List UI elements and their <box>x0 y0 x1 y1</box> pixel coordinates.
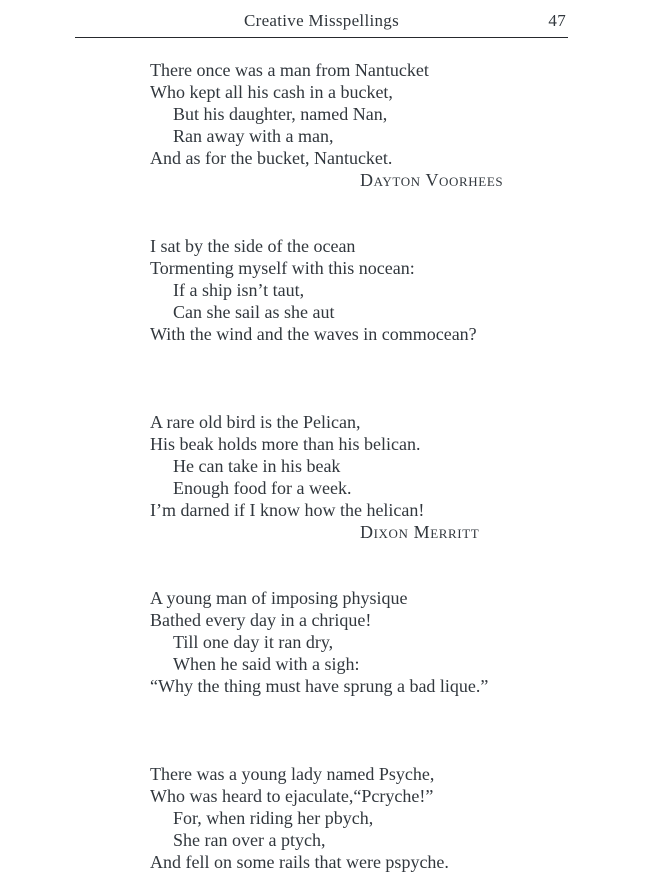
poem <box>150 235 650 345</box>
poem-line: Tormenting myself with this nocean: <box>150 258 415 278</box>
poem-line: I sat by the side of the ocean <box>150 236 356 256</box>
poem-line: For, when riding her pbych, <box>173 808 374 828</box>
poem-line: He can take in his beak <box>173 456 341 476</box>
poem-line: Bathed every day in a chrique! <box>150 610 372 630</box>
poem-line: With the wind and the waves in commocean? <box>150 324 477 344</box>
poem <box>150 763 650 873</box>
poem-line: Who kept all his cash in a bucket, <box>150 82 393 102</box>
poem-line: Ran away with a man, <box>173 126 334 146</box>
poem <box>150 587 650 697</box>
poem-line: There once was a man from Nantucket <box>150 60 429 80</box>
poem-attribution: Dixon Merritt <box>360 522 480 542</box>
poem-line: His beak holds more than his belican. <box>150 434 421 454</box>
poem-line: Who was heard to ejaculate,“Pcryche!” <box>150 786 434 806</box>
poem-line: There was a young lady named Psyche, <box>150 764 435 784</box>
poem-line: I’m darned if I know how the helican! <box>150 500 425 520</box>
poem-attribution: Dayton Voorhees <box>360 170 504 190</box>
poem-line: Enough food for a week. <box>173 478 352 498</box>
running-head-title: Creative Misspellings <box>243 11 400 30</box>
poem-line: Can she sail as she aut <box>173 302 335 322</box>
poem-line: Till one day it ran dry, <box>173 632 334 652</box>
poem-line: If a ship isn’t taut, <box>173 280 305 300</box>
poem-line: But his daughter, named Nan, <box>173 104 388 124</box>
poem-line: When he said with a sigh: <box>173 654 360 674</box>
poem <box>150 59 650 191</box>
page-header <box>75 0 568 38</box>
poems <box>150 59 650 873</box>
poem-line: A young man of imposing physique <box>150 588 408 608</box>
poem-line: “Why the thing must have sprung a bad lique.” <box>150 676 489 696</box>
poem-line: And as for the bucket, Nantucket. <box>150 148 393 168</box>
poem-line: She ran over a ptych, <box>173 830 326 850</box>
poem <box>150 411 650 543</box>
poem-line: A rare old bird is the Pelican, <box>150 412 361 432</box>
page-number: 47 <box>548 11 566 30</box>
poem-line: And fell on some rails that were pspyche. <box>150 852 449 872</box>
